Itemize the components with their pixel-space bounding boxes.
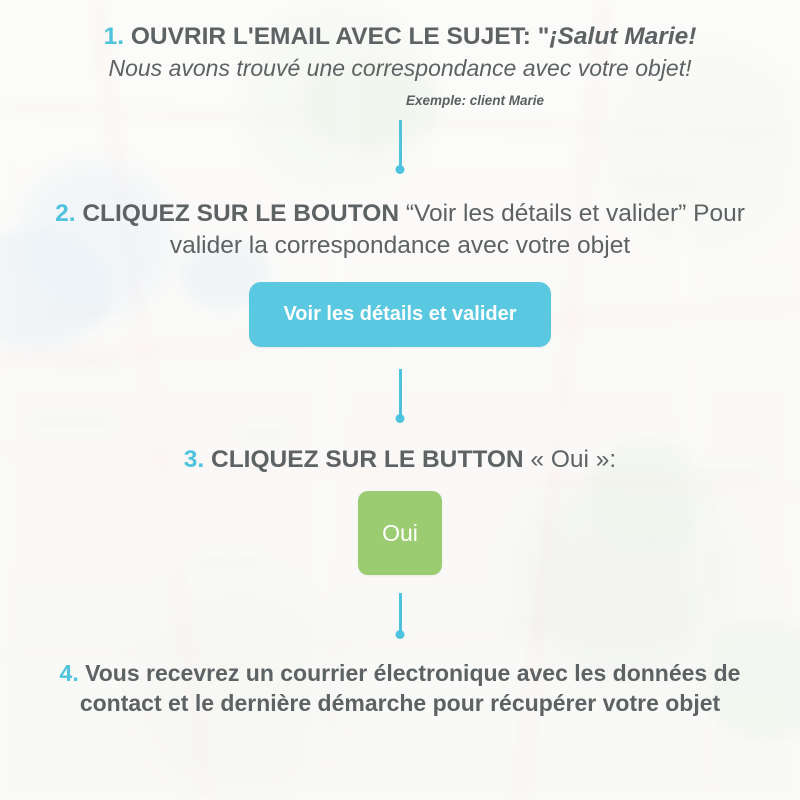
step-3-title-bold: CLIQUEZ SUR LE BUTTON: [211, 445, 524, 473]
step-1-example: Exemple: client Marie: [405, 93, 545, 109]
connector-1-to-2: [399, 120, 402, 170]
step-1-number: 1.: [103, 23, 125, 50]
step-4-body: Vous recevrez un courrier électronique avec les données de contact et le dernière démarche pour récupérer votre objet: [79, 660, 741, 717]
step-2-title: [30, 198, 770, 262]
connector-3-to-4: [399, 593, 402, 635]
step-4-text: [35, 659, 765, 719]
step-2-title-rest: “Voir les détails et valider” Pour valider la correspondance avec votre objet: [169, 200, 745, 259]
step-2-title-bold: CLIQUEZ SUR LE BOUTON: [82, 200, 400, 228]
step-1-title: [104, 22, 697, 52]
step-2-number: 2.: [55, 200, 76, 228]
step-3-title: [184, 445, 616, 475]
step-4-number: 4.: [59, 660, 79, 687]
step-1-title-bold: OUVRIR L'EMAIL AVEC LE SUJET: ": [130, 23, 550, 50]
step-1-subtitle: Nous avons trouvé une correspondance avec votre objet!: [108, 55, 692, 82]
step-3-title-rest: « Oui »:: [523, 445, 617, 473]
oui-button[interactable]: Oui: [358, 491, 442, 575]
connector-2-to-3: [399, 369, 402, 419]
step-1-title-emphasis: ¡Salut Marie!: [549, 23, 697, 50]
voir-les-details-et-valider-button[interactable]: Voir les détails et valider: [249, 282, 550, 347]
step-3-number: 3.: [183, 445, 205, 473]
